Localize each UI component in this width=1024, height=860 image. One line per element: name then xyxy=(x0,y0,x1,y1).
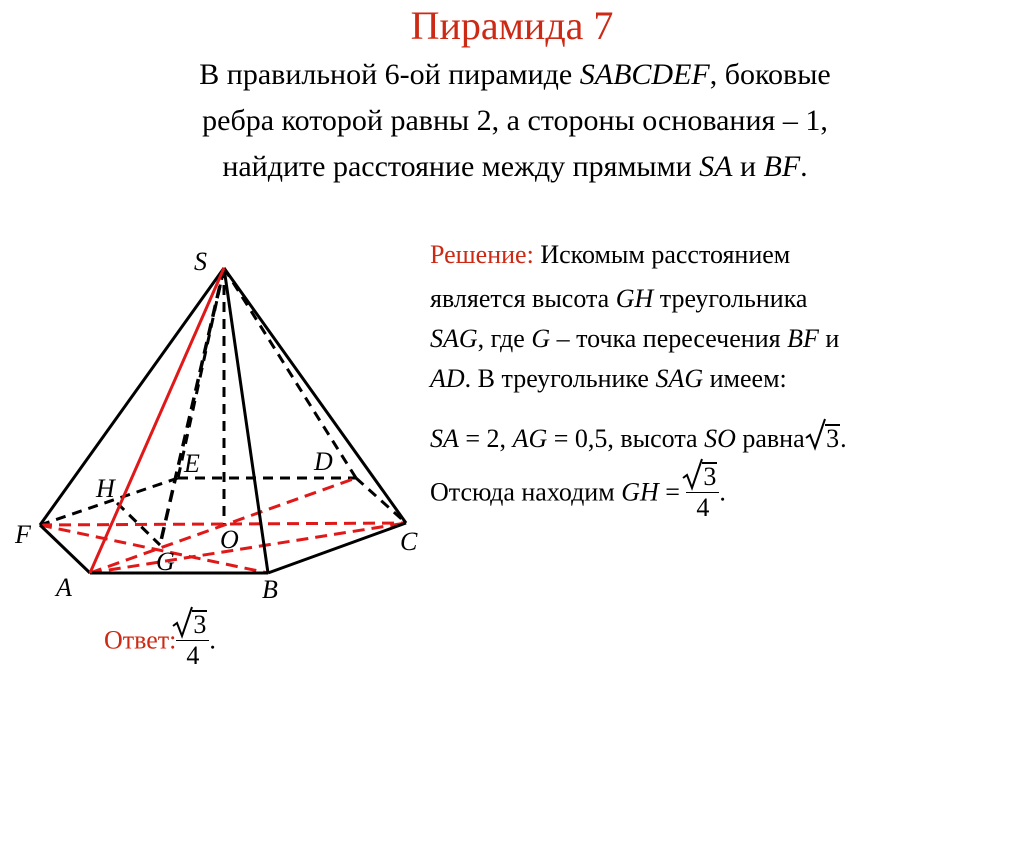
edge-SF xyxy=(40,268,224,525)
answer-fraction: $\frac{3}{4}$ xyxy=(176,610,209,671)
solution-heading: Решение: xyxy=(430,240,534,269)
problem-line-1: В правильной 6-ой пирамиде SABCDEF, боковые xyxy=(199,58,831,91)
sqrt-sign: 3 xyxy=(688,462,717,492)
diagonal-AC xyxy=(90,523,406,573)
answer: Ответ: $\frac{3}{4}$ . xyxy=(104,610,216,671)
problem-line-2: ребра которой равны 2, а стороны основания – 1, xyxy=(202,104,828,137)
solution-equation-2: Отсюда находим GH = $\frac{3}{4}$ . xyxy=(430,462,726,523)
solution-line-4: AD. В треугольнике SAG имеем: xyxy=(430,364,787,393)
label-E: E xyxy=(184,449,200,478)
label-B: B xyxy=(262,575,278,604)
edge-SC xyxy=(224,268,406,523)
sqrt-sign: 3 xyxy=(811,424,840,454)
label-H: H xyxy=(96,474,115,503)
label-A: A xyxy=(56,573,72,602)
fraction-gh: $\frac{3}{4}$ xyxy=(686,462,719,523)
label-D: D xyxy=(314,447,333,476)
solution-equation-1: SA = 2, AG = 0,5, высота SO равна 3. xyxy=(430,424,847,454)
solution-line-3: SAG, где G – точка пересечения BF и xyxy=(430,324,840,353)
label-C: C xyxy=(400,527,418,556)
edge-FA xyxy=(40,525,90,573)
edge-SD xyxy=(224,268,356,478)
edge-BC xyxy=(268,523,406,573)
label-O: O xyxy=(220,525,239,554)
problem-statement xyxy=(60,52,970,190)
edge-SA xyxy=(90,268,224,573)
label-G: G xyxy=(156,547,175,576)
slide-title: Пирамида 7 xyxy=(410,3,614,48)
label-F: F xyxy=(15,520,31,549)
solution-line-1: Решение: Искомым расстоянием xyxy=(430,240,791,269)
answer-label: Ответ: xyxy=(104,625,177,655)
solution-line-2: является высота GH треугольника xyxy=(430,284,808,313)
line-SG xyxy=(160,268,224,545)
sqrt-sign: 3 xyxy=(178,610,207,640)
label-S: S xyxy=(194,247,207,276)
problem-line-3: найдите расстояние между прямыми SA и BF. xyxy=(222,150,808,183)
pyramid-figure xyxy=(0,240,440,860)
edge-DC xyxy=(356,478,406,523)
